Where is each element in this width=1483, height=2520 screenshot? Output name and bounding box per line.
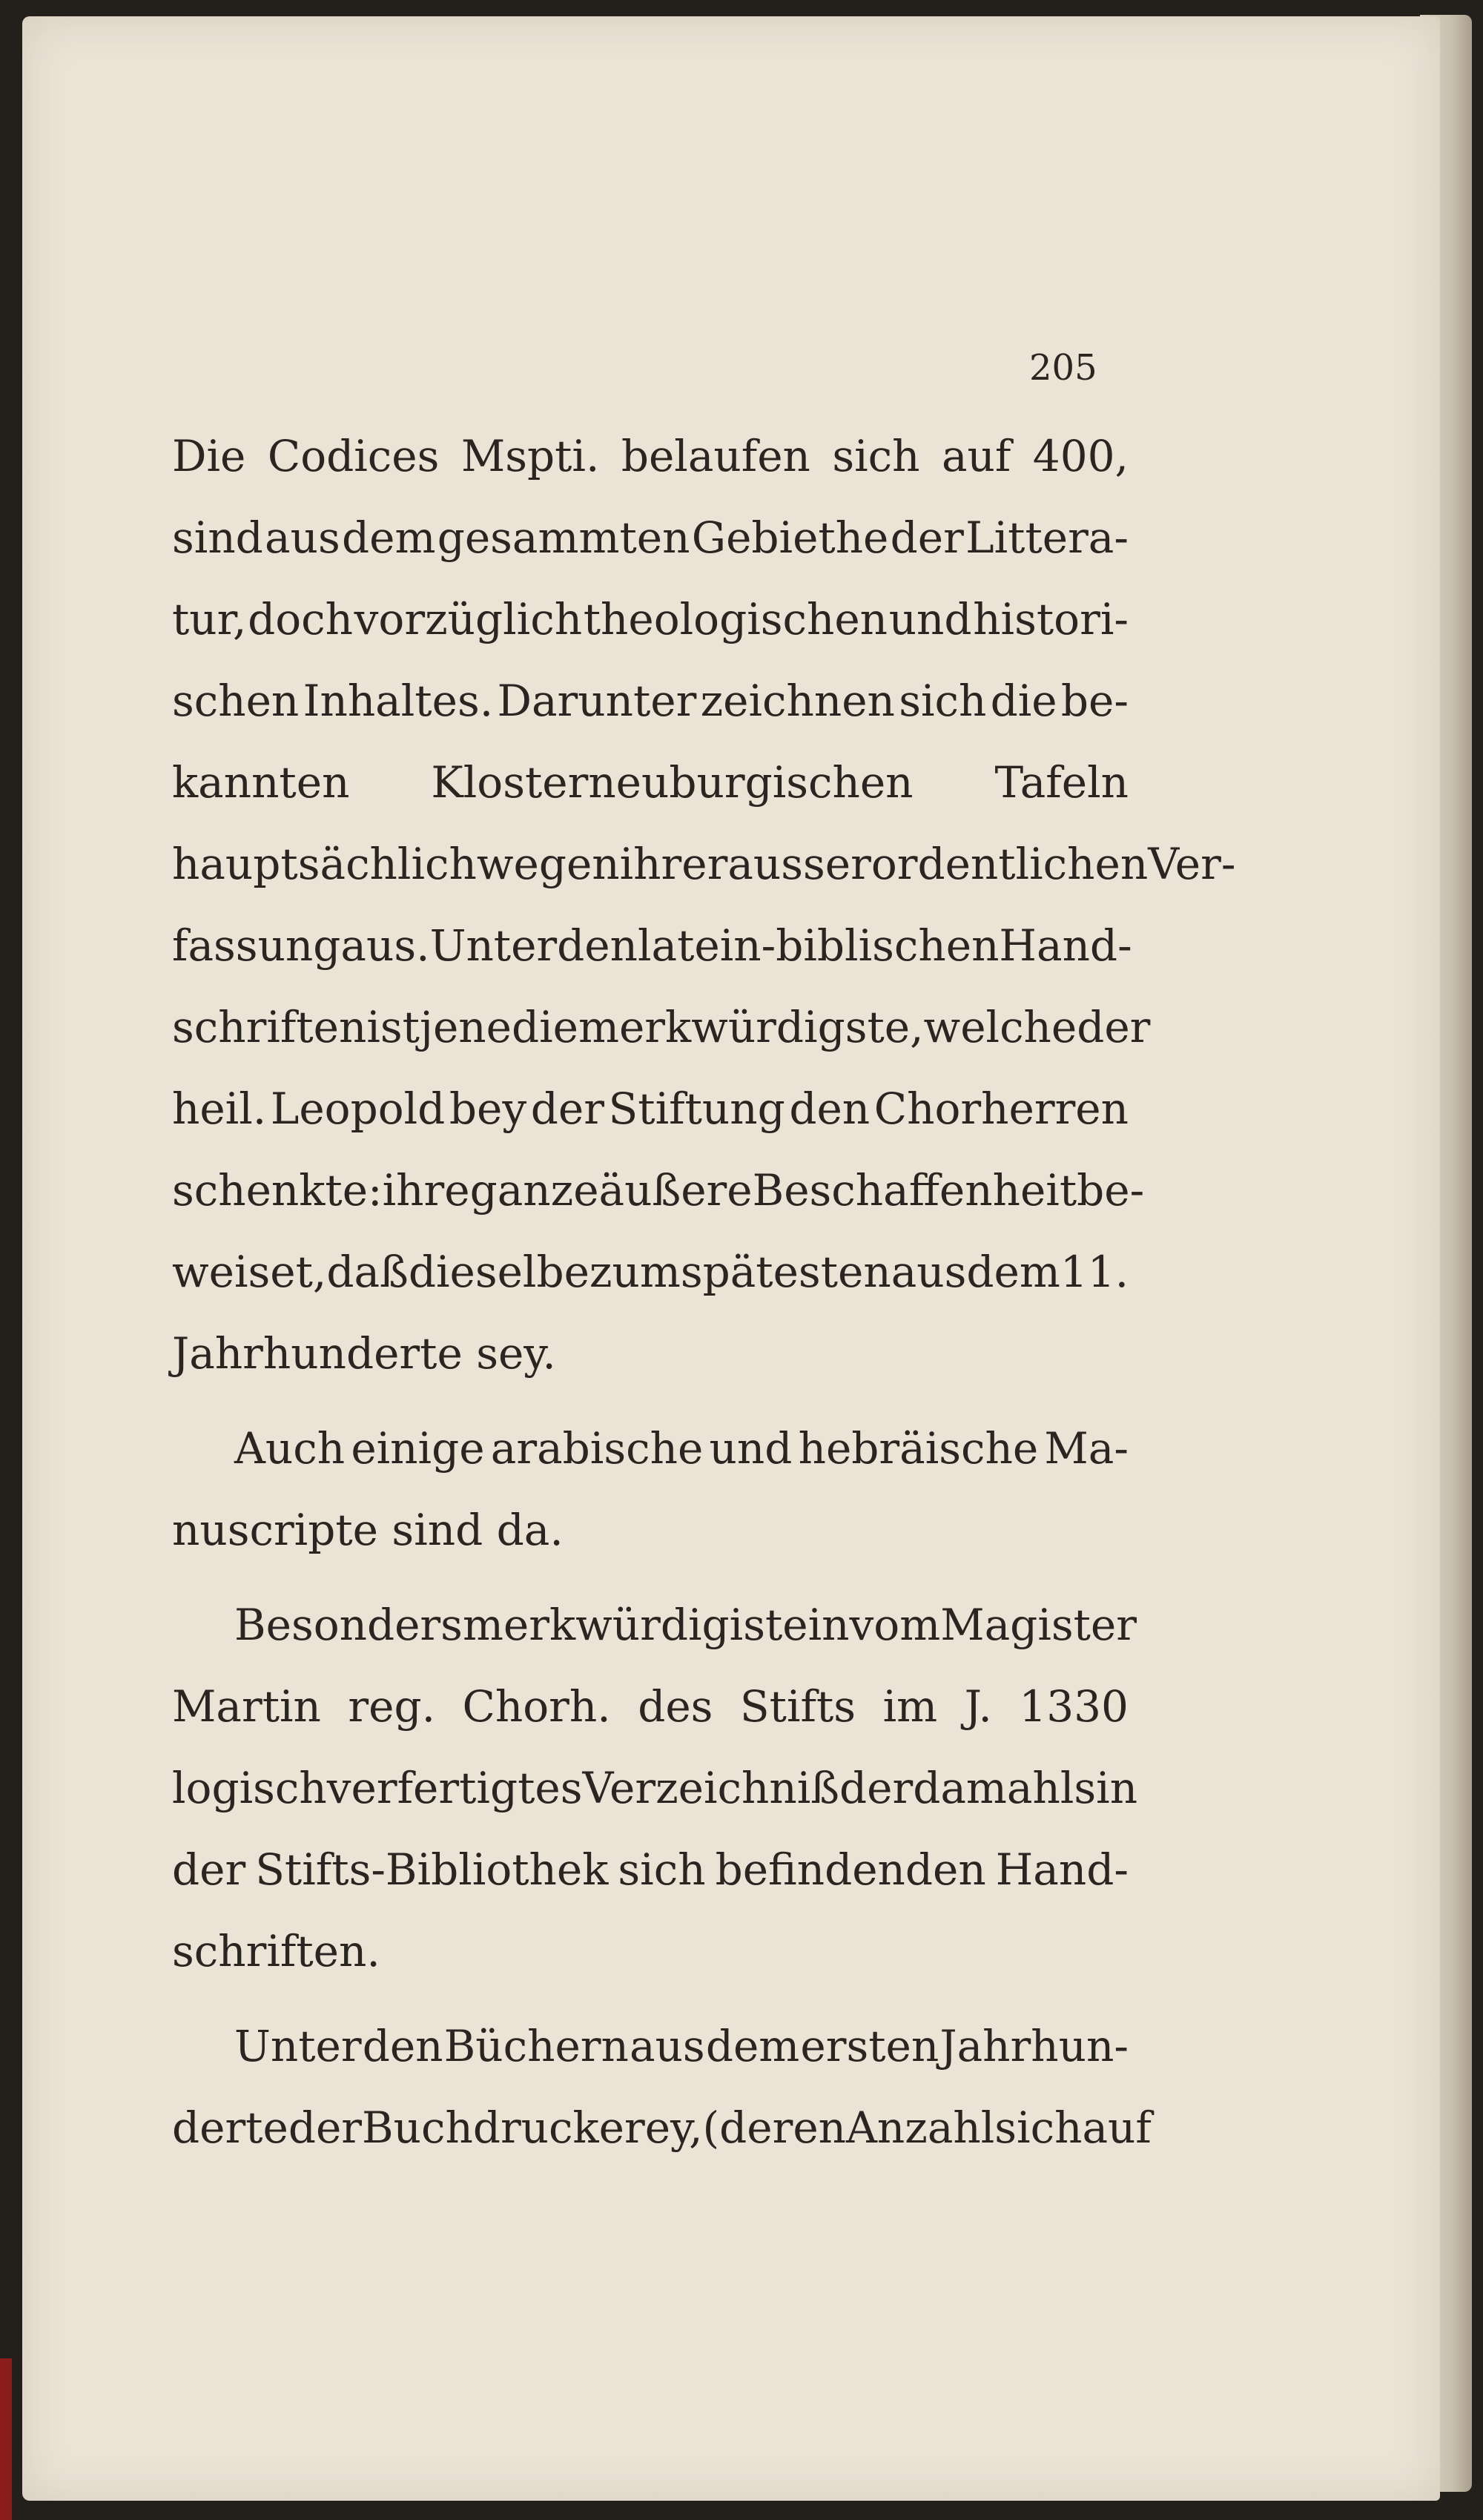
text-line: fassung aus. Unter den latein-biblischen Hand- (172, 920, 1132, 971)
text-line: Auch einige arabische und hebräische Ma- (234, 1423, 1129, 1474)
text-line: derte der Buchdruckerey, (deren Anzahl sich auf (172, 2102, 1152, 2153)
cover-edge (0, 2358, 12, 2520)
text-line: nuscripte sind da. (172, 1505, 564, 1555)
text-line: Jahrhunderte sey. (172, 1328, 556, 1379)
text-line: hauptsächlich wegen ihrer ausserordentlichen Ver- (172, 839, 1236, 889)
text-line: Die Codices Mspti. belaufen sich auf 400, (172, 431, 1129, 481)
text-line: kannten Klosterneuburgischen Tafeln (172, 757, 1129, 808)
text-line: schen Inhaltes. Darunter zeichnen sich die be- (172, 676, 1129, 726)
text-line: Besonders merkwürdig ist ein vom Magister (234, 1600, 1137, 1650)
text-line: schriften ist jene die merkwürdigste, welche der (172, 1002, 1151, 1052)
text-line: weiset, daß dieselbe zum spätesten aus dem 11. (172, 1247, 1129, 1297)
text-line: der Stifts-Bibliothek sich befindenden Hand- (172, 1844, 1129, 1895)
text-line: schenkte: ihre ganze äußere Beschaffenheit be- (172, 1165, 1145, 1216)
text-line: sind aus dem gesammten Gebiethe der Littera- (172, 512, 1129, 563)
text-line: Martin reg. Chorh. des Stifts im J. 1330 (172, 1681, 1129, 1732)
text-line: Unter den Büchern aus dem ersten Jahrhun- (234, 2021, 1129, 2071)
text-line: schriften. (172, 1926, 380, 1976)
text-line: heil. Leopold bey der Stiftung den Chorherren (172, 1083, 1129, 1134)
page-number: 205 (1029, 347, 1097, 389)
text-line: logisch verfertigtes Verzeichniß der damahls in (172, 1763, 1138, 1813)
text-line: tur, doch vorzüglich theologischen und histori- (172, 594, 1129, 644)
